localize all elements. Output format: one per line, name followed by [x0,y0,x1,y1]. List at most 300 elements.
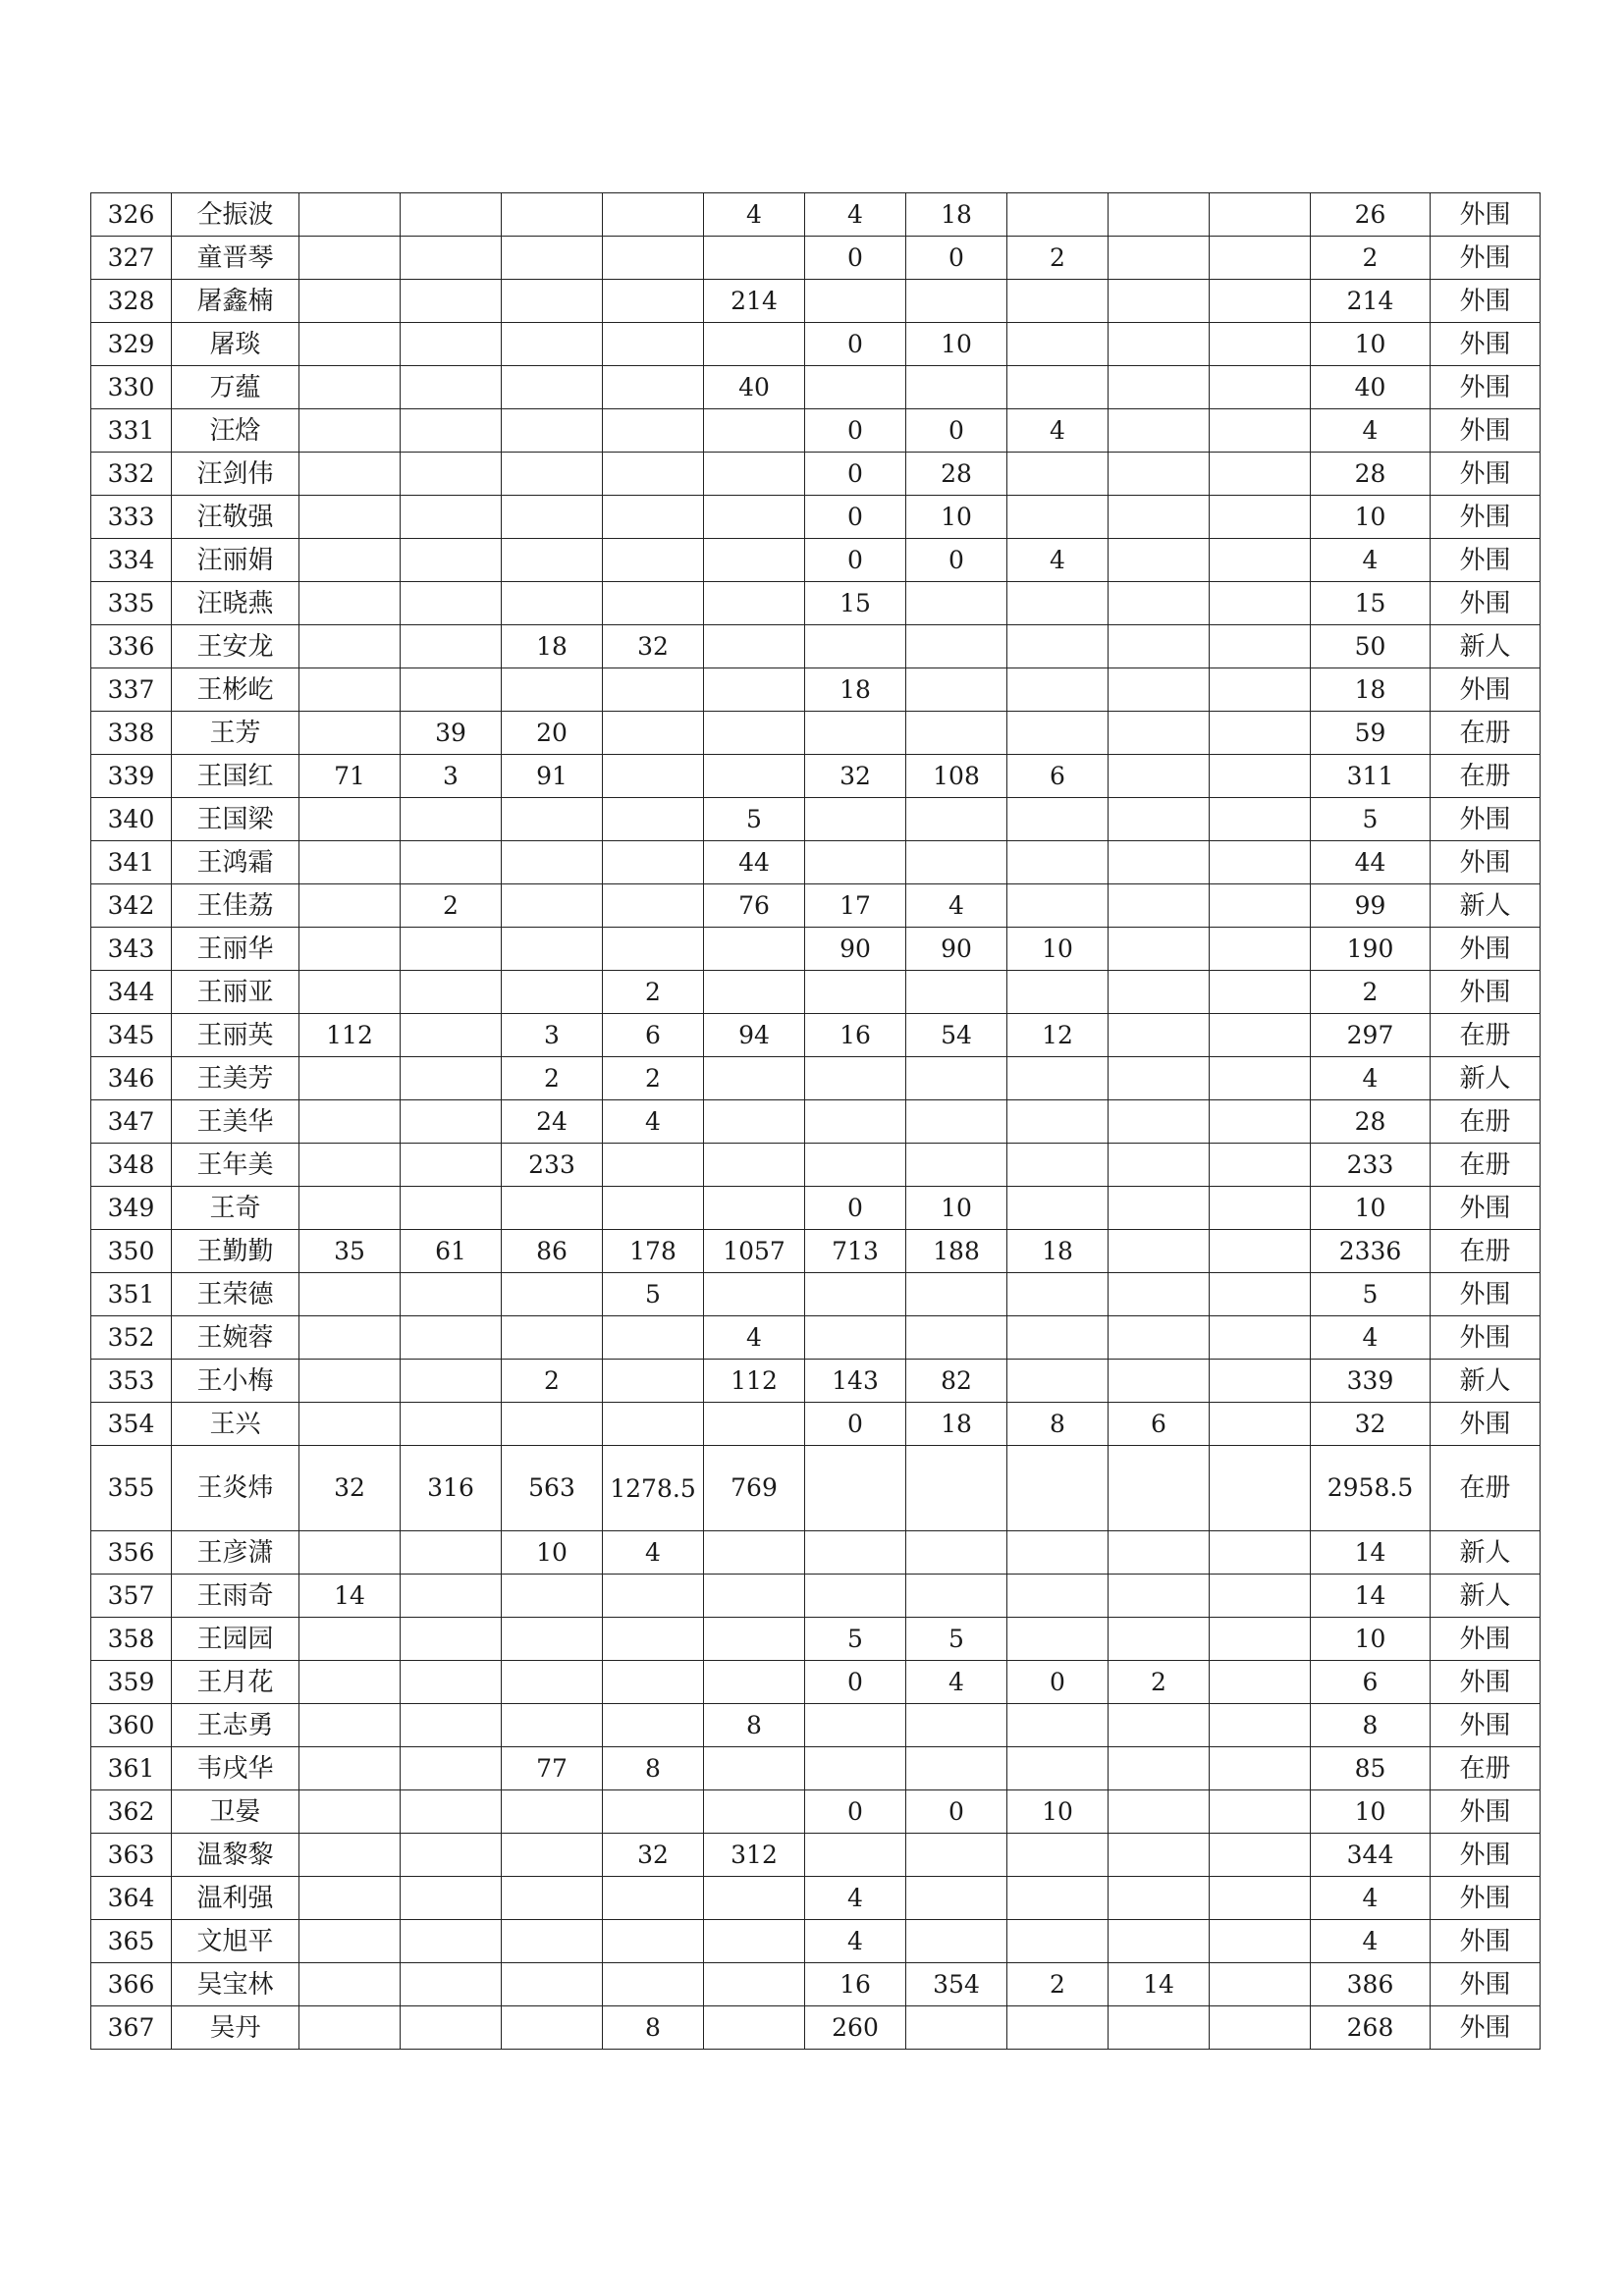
table-row [91,1834,1541,1877]
name-cell: 王奇 [172,1187,299,1230]
value-cell-c10 [1210,1704,1311,1747]
total-cell: 50 [1311,625,1431,668]
total-cell: 2 [1311,237,1431,280]
value-cell-c9 [1109,884,1210,928]
value-cell-c8: 8 [1007,1403,1109,1446]
value-cell-c6: 260 [805,2006,906,2050]
value-cell-c10 [1210,1446,1311,1531]
value-cell-c9 [1109,453,1210,496]
value-cell-c2 [401,1187,502,1230]
status-cell: 外围 [1431,323,1541,366]
value-cell-c6 [805,1747,906,1790]
table-row [91,668,1541,712]
value-cell-c3 [502,1403,603,1446]
total-cell: 4 [1311,539,1431,582]
status-cell: 新人 [1431,1057,1541,1100]
value-cell-c2 [401,1877,502,1920]
value-cell-c3 [502,1834,603,1877]
value-cell-c1 [299,1704,401,1747]
value-cell-c8 [1007,1144,1109,1187]
value-cell-c8: 6 [1007,755,1109,798]
value-cell-c3 [502,1575,603,1618]
value-cell-c5: 112 [704,1360,805,1403]
value-cell-c3 [502,1877,603,1920]
value-cell-c9 [1109,1834,1210,1877]
value-cell-c2 [401,1316,502,1360]
value-cell-c8: 2 [1007,237,1109,280]
row-number-cell: 345 [91,1014,172,1057]
status-cell: 外围 [1431,1403,1541,1446]
value-cell-c5 [704,1661,805,1704]
value-cell-c5 [704,971,805,1014]
value-cell-c4 [603,1187,704,1230]
total-cell: 311 [1311,755,1431,798]
row-number-cell: 326 [91,193,172,237]
value-cell-c9 [1109,841,1210,884]
value-cell-c4 [603,1877,704,1920]
value-cell-c3 [502,1790,603,1834]
status-cell: 外围 [1431,1618,1541,1661]
table-row [91,1100,1541,1144]
value-cell-c4: 1278.5 [603,1446,704,1531]
value-cell-c1 [299,237,401,280]
table-row [91,1403,1541,1446]
value-cell-c2 [401,841,502,884]
table-row [91,1575,1541,1618]
value-cell-c10 [1210,1100,1311,1144]
name-cell: 王丽亚 [172,971,299,1014]
value-cell-c1 [299,1273,401,1316]
status-cell: 在册 [1431,1747,1541,1790]
status-cell: 外围 [1431,928,1541,971]
table-row [91,539,1541,582]
value-cell-c3 [502,668,603,712]
row-number-cell: 350 [91,1230,172,1273]
value-cell-c5: 44 [704,841,805,884]
table-row [91,1316,1541,1360]
value-cell-c3 [502,582,603,625]
status-cell: 外围 [1431,1834,1541,1877]
value-cell-c2 [401,1403,502,1446]
value-cell-c7 [906,1834,1007,1877]
value-cell-c6: 0 [805,539,906,582]
value-cell-c1 [299,1661,401,1704]
name-cell: 万蕴 [172,366,299,409]
value-cell-c8 [1007,366,1109,409]
value-cell-c2: 316 [401,1446,502,1531]
value-cell-c9 [1109,323,1210,366]
value-cell-c3: 3 [502,1014,603,1057]
status-cell: 外围 [1431,1273,1541,1316]
value-cell-c10 [1210,496,1311,539]
value-cell-c8 [1007,1316,1109,1360]
value-cell-c8 [1007,1834,1109,1877]
value-cell-c1 [299,798,401,841]
total-cell: 2958.5 [1311,1446,1431,1531]
value-cell-c10 [1210,1790,1311,1834]
table-row [91,1920,1541,1963]
value-cell-c2 [401,1747,502,1790]
row-number-cell: 339 [91,755,172,798]
name-cell: 仝振波 [172,193,299,237]
status-cell: 外围 [1431,453,1541,496]
total-cell: 85 [1311,1747,1431,1790]
value-cell-c10 [1210,1057,1311,1100]
value-cell-c5 [704,237,805,280]
value-cell-c5 [704,2006,805,2050]
value-cell-c8 [1007,2006,1109,2050]
value-cell-c10 [1210,712,1311,755]
value-cell-c6 [805,1704,906,1747]
value-cell-c4 [603,884,704,928]
value-cell-c4: 8 [603,1747,704,1790]
value-cell-c2: 3 [401,755,502,798]
value-cell-c6 [805,1273,906,1316]
value-cell-c6: 90 [805,928,906,971]
value-cell-c7: 82 [906,1360,1007,1403]
name-cell: 文旭平 [172,1920,299,1963]
table-row [91,1877,1541,1920]
value-cell-c10 [1210,1230,1311,1273]
row-number-cell: 344 [91,971,172,1014]
name-cell: 王美芳 [172,1057,299,1100]
value-cell-c7 [906,1144,1007,1187]
value-cell-c1 [299,280,401,323]
total-cell: 14 [1311,1531,1431,1575]
value-cell-c4 [603,409,704,453]
table-row [91,625,1541,668]
row-number-cell: 353 [91,1360,172,1403]
value-cell-c4 [603,928,704,971]
value-cell-c1 [299,496,401,539]
status-cell: 外围 [1431,1790,1541,1834]
name-cell: 卫晏 [172,1790,299,1834]
value-cell-c1 [299,668,401,712]
value-cell-c6 [805,1144,906,1187]
table-body [91,193,1541,2050]
value-cell-c10 [1210,798,1311,841]
value-cell-c8 [1007,453,1109,496]
value-cell-c8 [1007,1575,1109,1618]
table-row [91,1144,1541,1187]
value-cell-c3 [502,323,603,366]
name-cell: 王月花 [172,1661,299,1704]
value-cell-c8 [1007,1360,1109,1403]
value-cell-c7 [906,1704,1007,1747]
value-cell-c4 [603,237,704,280]
row-number-cell: 360 [91,1704,172,1747]
name-cell: 吴丹 [172,2006,299,2050]
table-row [91,1747,1541,1790]
value-cell-c10 [1210,2006,1311,2050]
table-row [91,798,1541,841]
table-row [91,1057,1541,1100]
total-cell: 14 [1311,1575,1431,1618]
total-cell: 28 [1311,1100,1431,1144]
value-cell-c1 [299,323,401,366]
value-cell-c10 [1210,1014,1311,1057]
value-cell-c1 [299,1920,401,1963]
value-cell-c7 [906,841,1007,884]
value-cell-c3 [502,366,603,409]
value-cell-c2 [401,1618,502,1661]
value-cell-c8 [1007,712,1109,755]
value-cell-c9 [1109,1144,1210,1187]
row-number-cell: 358 [91,1618,172,1661]
value-cell-c10 [1210,841,1311,884]
value-cell-c3 [502,280,603,323]
value-cell-c9 [1109,712,1210,755]
value-cell-c3: 563 [502,1446,603,1531]
table-row [91,841,1541,884]
value-cell-c10 [1210,409,1311,453]
name-cell: 王婉蓉 [172,1316,299,1360]
value-cell-c7 [906,366,1007,409]
value-cell-c4 [603,755,704,798]
name-cell: 王丽英 [172,1014,299,1057]
value-cell-c9 [1109,798,1210,841]
value-cell-c1 [299,193,401,237]
value-cell-c1 [299,884,401,928]
value-cell-c6 [805,712,906,755]
value-cell-c5: 1057 [704,1230,805,1273]
value-cell-c1 [299,1316,401,1360]
value-cell-c4 [603,1575,704,1618]
table-row [91,1273,1541,1316]
value-cell-c1 [299,582,401,625]
value-cell-c8 [1007,798,1109,841]
value-cell-c7 [906,1531,1007,1575]
status-cell: 外围 [1431,193,1541,237]
value-cell-c7: 0 [906,409,1007,453]
table-row [91,237,1541,280]
value-cell-c4: 5 [603,1273,704,1316]
value-cell-c6: 0 [805,1790,906,1834]
value-cell-c1 [299,1100,401,1144]
value-cell-c2 [401,1661,502,1704]
total-cell: 297 [1311,1014,1431,1057]
table-row [91,1704,1541,1747]
value-cell-c6 [805,1834,906,1877]
value-cell-c8: 12 [1007,1014,1109,1057]
value-cell-c10 [1210,668,1311,712]
value-cell-c6: 17 [805,884,906,928]
value-cell-c1 [299,1144,401,1187]
table-row [91,884,1541,928]
status-cell: 外围 [1431,1661,1541,1704]
value-cell-c9 [1109,1316,1210,1360]
value-cell-c2 [401,453,502,496]
value-cell-c4: 178 [603,1230,704,1273]
value-cell-c7: 188 [906,1230,1007,1273]
name-cell: 温利强 [172,1877,299,1920]
value-cell-c10 [1210,582,1311,625]
name-cell: 屠鑫楠 [172,280,299,323]
value-cell-c10 [1210,755,1311,798]
value-cell-c10 [1210,625,1311,668]
status-cell: 外围 [1431,539,1541,582]
value-cell-c6 [805,1100,906,1144]
value-cell-c1: 112 [299,1014,401,1057]
value-cell-c8: 4 [1007,409,1109,453]
value-cell-c7: 54 [906,1014,1007,1057]
table-row [91,928,1541,971]
row-number-cell: 342 [91,884,172,928]
row-number-cell: 331 [91,409,172,453]
value-cell-c7 [906,1575,1007,1618]
value-cell-c3 [502,2006,603,2050]
value-cell-c10 [1210,1360,1311,1403]
value-cell-c10 [1210,1963,1311,2006]
value-cell-c3: 10 [502,1531,603,1575]
value-cell-c5 [704,1273,805,1316]
value-cell-c3 [502,1316,603,1360]
status-cell: 在册 [1431,712,1541,755]
row-number-cell: 336 [91,625,172,668]
value-cell-c2 [401,409,502,453]
value-cell-c2 [401,193,502,237]
value-cell-c2 [401,1014,502,1057]
value-cell-c4 [603,668,704,712]
value-cell-c6 [805,366,906,409]
status-cell: 在册 [1431,755,1541,798]
value-cell-c7 [906,1316,1007,1360]
value-cell-c5 [704,712,805,755]
row-number-cell: 337 [91,668,172,712]
value-cell-c5 [704,1747,805,1790]
value-cell-c5 [704,409,805,453]
value-cell-c7 [906,280,1007,323]
status-cell: 外围 [1431,280,1541,323]
value-cell-c2 [401,668,502,712]
value-cell-c8 [1007,971,1109,1014]
total-cell: 59 [1311,712,1431,755]
name-cell: 王年美 [172,1144,299,1187]
value-cell-c4 [603,1316,704,1360]
status-cell: 新人 [1431,1360,1541,1403]
value-cell-c3: 77 [502,1747,603,1790]
row-number-cell: 332 [91,453,172,496]
status-cell: 外围 [1431,1963,1541,2006]
value-cell-c9 [1109,1057,1210,1100]
value-cell-c4 [603,1704,704,1747]
row-number-cell: 333 [91,496,172,539]
value-cell-c5: 4 [704,193,805,237]
value-cell-c2 [401,928,502,971]
table-row [91,323,1541,366]
row-number-cell: 364 [91,1877,172,1920]
value-cell-c6: 0 [805,409,906,453]
value-cell-c2 [401,1704,502,1747]
value-cell-c10 [1210,1187,1311,1230]
value-cell-c7 [906,625,1007,668]
row-number-cell: 363 [91,1834,172,1877]
value-cell-c6: 4 [805,193,906,237]
row-number-cell: 362 [91,1790,172,1834]
value-cell-c6: 0 [805,237,906,280]
name-cell: 韦戌华 [172,1747,299,1790]
total-cell: 10 [1311,323,1431,366]
total-cell: 44 [1311,841,1431,884]
value-cell-c10 [1210,237,1311,280]
value-cell-c2 [401,539,502,582]
value-cell-c8 [1007,323,1109,366]
value-cell-c4: 4 [603,1531,704,1575]
value-cell-c9 [1109,1014,1210,1057]
value-cell-c10 [1210,1144,1311,1187]
table-row [91,2006,1541,2050]
name-cell: 汪丽娟 [172,539,299,582]
value-cell-c7: 108 [906,755,1007,798]
value-cell-c9 [1109,1273,1210,1316]
value-cell-c2: 2 [401,884,502,928]
value-cell-c3: 86 [502,1230,603,1273]
value-cell-c3 [502,409,603,453]
value-cell-c9 [1109,2006,1210,2050]
value-cell-c7 [906,1057,1007,1100]
value-cell-c9: 6 [1109,1403,1210,1446]
total-cell: 268 [1311,2006,1431,2050]
name-cell: 王鸿霜 [172,841,299,884]
value-cell-c10 [1210,1273,1311,1316]
value-cell-c4: 6 [603,1014,704,1057]
status-cell: 外围 [1431,1920,1541,1963]
value-cell-c6: 143 [805,1360,906,1403]
value-cell-c9 [1109,1446,1210,1531]
value-cell-c4 [603,1618,704,1661]
value-cell-c8: 10 [1007,1790,1109,1834]
value-cell-c1: 35 [299,1230,401,1273]
value-cell-c1 [299,1834,401,1877]
value-cell-c5 [704,1963,805,2006]
value-cell-c1: 32 [299,1446,401,1531]
value-cell-c8 [1007,1618,1109,1661]
value-cell-c4 [603,280,704,323]
value-cell-c9 [1109,1531,1210,1575]
value-cell-c5 [704,496,805,539]
name-cell: 王炎炜 [172,1446,299,1531]
row-number-cell: 340 [91,798,172,841]
name-cell: 汪敬强 [172,496,299,539]
row-number-cell: 335 [91,582,172,625]
value-cell-c6 [805,1316,906,1360]
value-cell-c1: 71 [299,755,401,798]
value-cell-c4 [603,496,704,539]
value-cell-c9 [1109,539,1210,582]
status-cell: 新人 [1431,625,1541,668]
value-cell-c7: 354 [906,1963,1007,2006]
value-cell-c2 [401,1575,502,1618]
value-cell-c2 [401,1144,502,1187]
value-cell-c9 [1109,366,1210,409]
value-cell-c4: 2 [603,971,704,1014]
value-cell-c7: 0 [906,1790,1007,1834]
value-cell-c5 [704,1790,805,1834]
status-cell: 新人 [1431,1575,1541,1618]
value-cell-c10 [1210,1575,1311,1618]
value-cell-c1 [299,1618,401,1661]
value-cell-c6 [805,1575,906,1618]
value-cell-c8 [1007,1273,1109,1316]
value-cell-c5 [704,1100,805,1144]
value-cell-c9 [1109,755,1210,798]
value-cell-c9: 2 [1109,1661,1210,1704]
value-cell-c1: 14 [299,1575,401,1618]
name-cell: 王雨奇 [172,1575,299,1618]
value-cell-c7: 0 [906,237,1007,280]
name-cell: 王丽华 [172,928,299,971]
value-cell-c5: 312 [704,1834,805,1877]
